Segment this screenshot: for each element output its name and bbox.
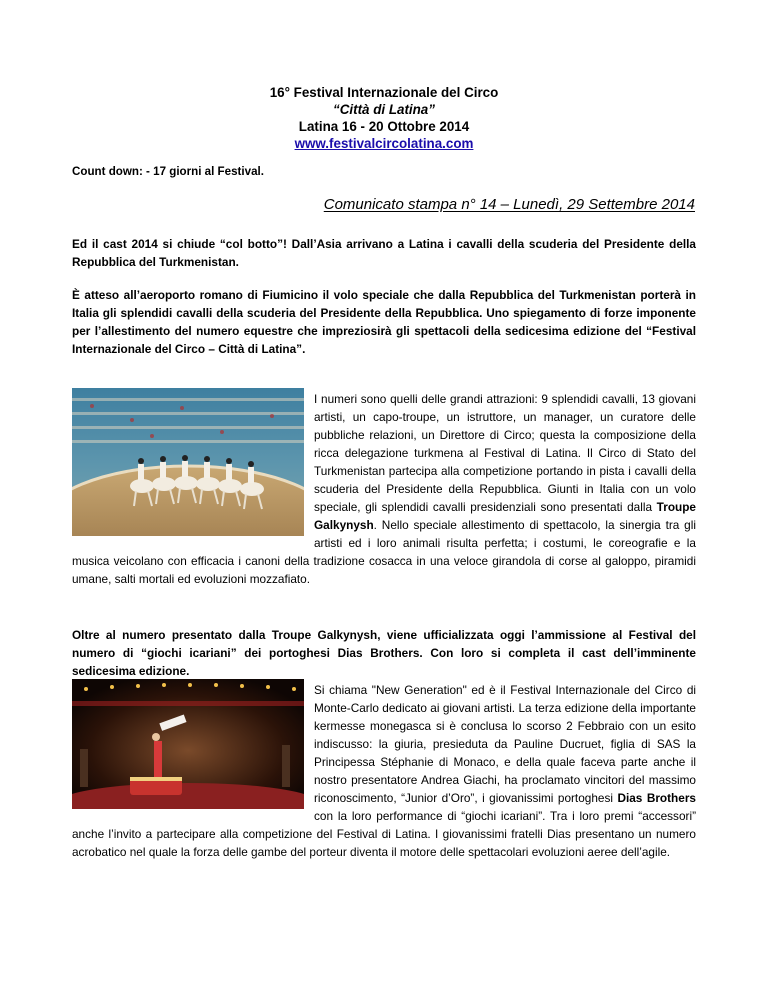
festival-title: 16° Festival Internazionale del Circo <box>269 85 499 100</box>
horses-photo <box>72 388 304 536</box>
lead-paragraph: Ed il cast 2014 si chiude “col botto”! Dall’Asia arrivano a Latina i cavalli della scuderia del Presidente della Repubblica del Turkmenistan. <box>72 237 696 269</box>
troupe-name: Troupe Galkynysh <box>314 500 696 532</box>
acrobats-photo <box>72 679 304 809</box>
festival-subtitle: “Città di Latina” <box>333 102 435 117</box>
press-release-heading: Comunicato stampa n° 14 – Lunedì, 29 Settembre 2014 <box>323 196 695 213</box>
dias-brothers-name: Dias Brothers <box>617 791 696 805</box>
countdown-text: Count down: - 17 giorni al Festival. <box>72 165 264 178</box>
cast-announcement-paragraph: Oltre al numero presentato dalla Troupe Galkynysh, viene ufficializzata oggi l’ammissione al Festival del numero di “giochi icariani” dei portoghesi Dias Brothers. Con loro si completa il cast dell’imminente sedicesima edizione. <box>72 628 696 678</box>
festival-header <box>0 84 768 152</box>
intro-paragraph: È atteso all’aeroporto romano di Fiumicino il volo speciale che dalla Repubblica del Turkmenistan porterà in Italia gli splendidi cavalli della scuderia del Presidente della Repubblica. Uno spiegamento di forze imponente per l’allestimento del numero equestre che impreziosirà gli spettacoli della sedicesima edizione del “Festival Internazionale del Circo – Città di Latina”. <box>72 288 696 356</box>
festival-website-link[interactable]: www.festivalcircolatina.com <box>294 136 474 151</box>
festival-dates: Latina 16 - 20 Ottobre 2014 <box>298 119 470 134</box>
troupe-paragraph: I numeri sono quelli delle grandi attrazioni: 9 splendidi cavalli, 13 giovani artisti, un capo-troupe, un istruttore, un manager, un curatore delle pubbliche relazioni, un Direttore di Circo; questa la composizione della ricca delegazione turkmena al Festival di Latina. Il Circo di Stato del Turkmenistan partecipa alla competizione portando in pista i cavalli della scuderia del Presidente della Repubblica. Giunti in Italia con un volo speciale, gli splendidi cavalli presidenziali sono presentati dalla Troupe Galkynysh. Nello speciale allestimento di spettacolo, la sinergia tra gli artisti ed i loro animali risulta perfetta; i costumi, le coreografie e la musica veicolano con efficacia i canoni della tradizione cosacca in una veloce girandola di corse al galoppo, piramidi umane, salti mortali ed evoluzioni mozzafiato. <box>72 390 696 588</box>
dias-brothers-paragraph: Si chiama "New Generation" ed è il Festival Internazionale del Circo di Monte-Carlo dedicato ai giovani artisti. La terza edizione della importante kermesse monegasca si è conclusa lo scorso 2 Febbraio con un esito indiscusso: la giuria, presieduta da Pauline Ducruet, figlia di SAS la Principessa Stéphanie di Monaco, e della quale faceva parte anche il nostro presentatore Andrea Giachi, ha proclamato vincitori del massimo riconoscimento, “Junior d’Oro”, i giovanissimi portoghesi Dias Brothers con la loro performance di “giochi icariani”. Tra i loro premi “accessori” anche l’invito a partecipare alla competizione del Festival di Latina. I giovanissimi fratelli Dias presentano un numero acrobatico nel quale la forza delle gambe del porteur diventa il motore delle spettacolari evoluzioni aeree dell’agile. <box>72 681 696 861</box>
